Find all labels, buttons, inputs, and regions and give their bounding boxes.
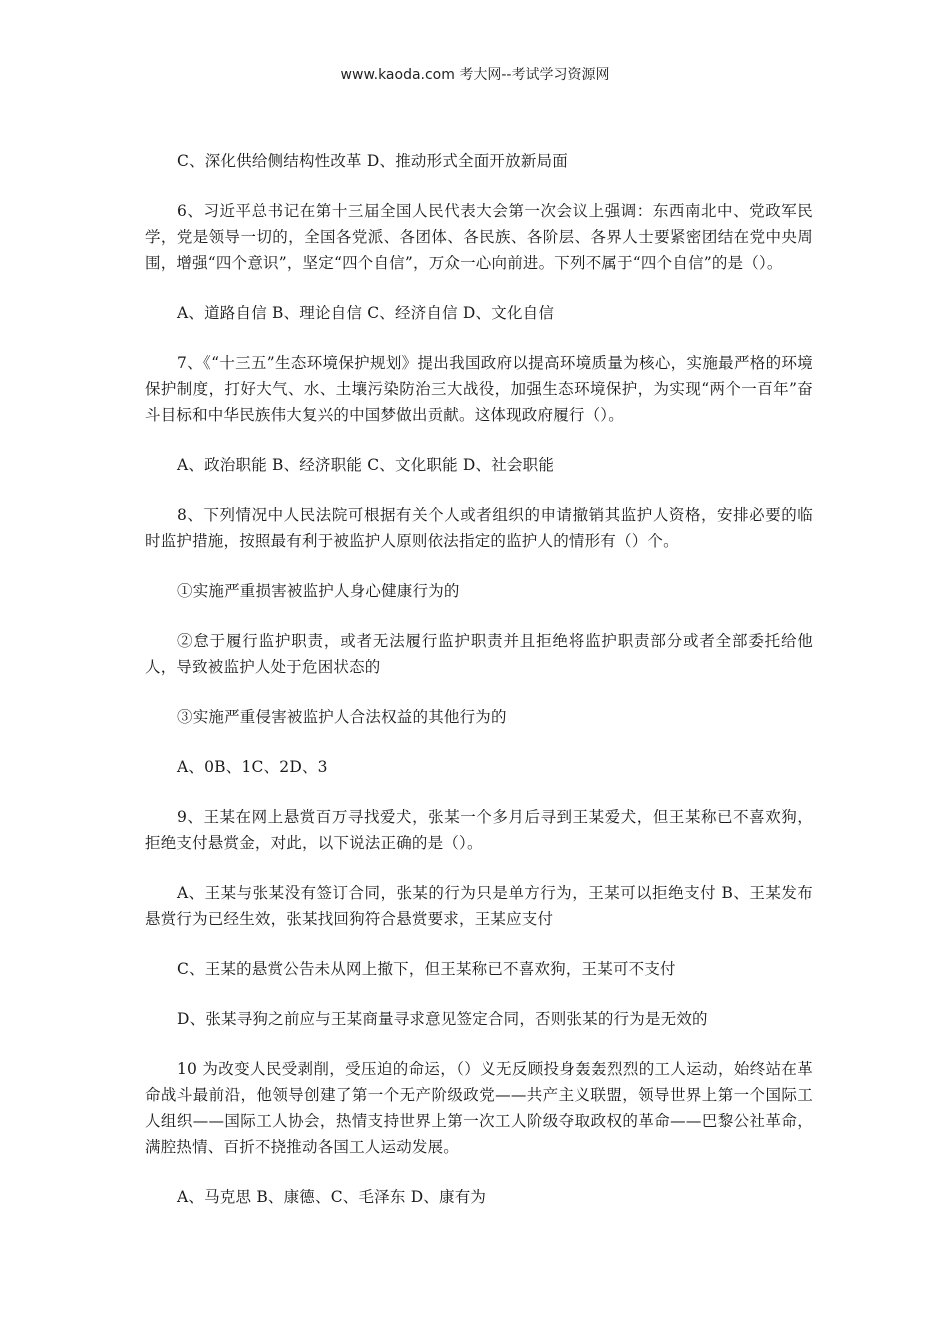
question-7: 7、《“十三五”生态环境保护规划》提出我国政府以提高环境质量为核心，实施最严格的环境保护制度，打好大气、水、土壤污染防治三大战役，加强生态环境保护，为实现“两个一百年”奋斗目标和中华民族伟大复兴的中国梦做出贡献。这体现政府履行（）。 [145,354,813,424]
answer-options-q6: A、道路自信 B、理论自信 C、经济自信 D、文化自信 [177,304,555,322]
question-10: 10 为改变人民受剥削，受压迫的命运，（）义无反顾投身轰轰烈烈的工人运动，始终站在革命战斗最前沿，他领导创建了第一个无产阶级政党——共产主义联盟，领导世界上第一个国际工人组织——国际工人协会，热情支持世界上第一次工人阶级夺取政权的革命——巴黎公社革命，满腔热情、百折不挠推动各国工人运动发展。 [145,1060,813,1156]
question-6: 6、习近平总书记在第十三届全国人民代表大会第一次会议上强调：东西南北中、党政军民学，党是领导一切的，全国各党派、各团体、各民族、各阶层、各界人士要紧密团结在党中央周围，增强“四个意识”，坚定“四个自信”，万众一心向前进。下列不属于“四个自信”的是（）。 [145,202,813,272]
answer-options-q10: A、马克思 B、康德、C、毛泽东 D、康有为 [177,1188,487,1206]
question-9: 9、王某在网上悬赏百万寻找爱犬，张某一个多月后寻到王某爱犬，但王某称已不喜欢狗，拒绝支付悬赏金，对此，以下说法正确的是（）。 [145,808,813,852]
answer-options-q5-cd: C、深化供给侧结构性改革 D、推动形式全面开放新局面 [177,152,568,170]
answer-options-q9-ab: A、王某与张某没有签订合同，张某的行为只是单方行为，王某可以拒绝支付 B、王某发布悬赏行为已经生效，张某找回狗符合悬赏要求，王某应支付 [145,884,813,928]
answer-option-q9-d: D、张某寻狗之前应与王某商量寻求意见签定合同，否则张某的行为是无效的 [177,1010,708,1028]
question-8-item-3: ③实施严重侵害被监护人合法权益的其他行为的 [177,708,507,726]
question-8: 8、下列情况中人民法院可根据有关个人或者组织的申请撤销其监护人资格，安排必要的临时监护措施，按照最有利于被监护人原则依法指定的监护人的情形有（）个。 [145,506,813,550]
question-8-item-2: ②怠于履行监护职责，或者无法履行监护职责并且拒绝将监护职责部分或者全部委托给他人，导致被监护人处于危困状态的 [145,632,813,676]
question-8-item-1: ①实施严重损害被监护人身心健康行为的 [177,582,460,600]
answer-options-q8: A、0B、1C、2D、3 [177,758,328,776]
answer-options-q7: A、政治职能 B、经济职能 C、文化职能 D、社会职能 [177,456,555,474]
document-body [145,148,813,1234]
answer-option-q9-c: C、王某的悬赏公告未从网上撤下，但王某称已不喜欢狗，王某可不支付 [177,960,676,978]
page-header: www.kaoda.com 考大网--考试学习资源网 [340,67,610,83]
